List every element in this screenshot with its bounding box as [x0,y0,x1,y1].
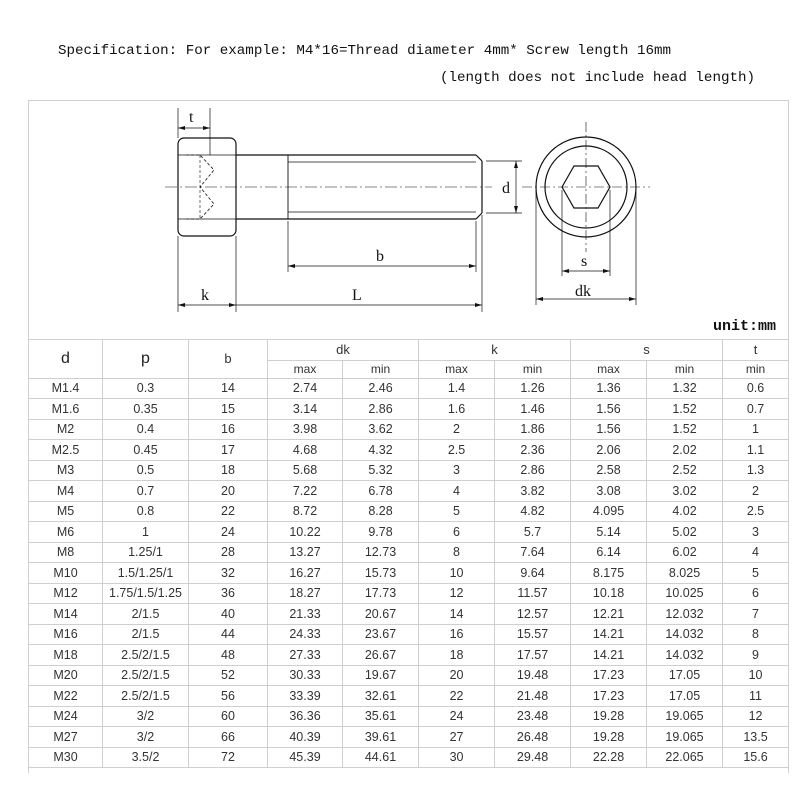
cell-d: M30 [29,747,103,768]
cell-t-min: 1.1 [723,440,789,461]
cell-d: M1.4 [29,378,103,399]
cell-p: 2.5/2/1.5 [103,665,189,686]
cell-p: 3/2 [103,727,189,748]
cell-s-max: 3.08 [571,481,647,502]
table-row [29,727,789,748]
cell-t-min: 10 [723,665,789,686]
subheader-s-min: min [647,360,723,378]
cell-k-max: 24 [419,706,495,727]
cell-b: 44 [189,624,268,645]
cell-t-min: 1.3 [723,460,789,481]
table-row [29,460,789,481]
subheader-t-min: min [723,360,789,378]
cell-dk-min: 35.61 [343,706,419,727]
cell-d: M4 [29,481,103,502]
cell-d: M24 [29,706,103,727]
cell-p: 2/1.5 [103,624,189,645]
cell-p: 0.4 [103,419,189,440]
table-row [29,542,789,563]
cell-s-min: 6.02 [647,542,723,563]
subheader-k-min: min [495,360,571,378]
cell-b: 52 [189,665,268,686]
cell-p: 0.8 [103,501,189,522]
cell-b: 17 [189,440,268,461]
cell-s-max: 10.18 [571,583,647,604]
label-b: b [376,248,384,265]
cell-t-min: 15.6 [723,747,789,768]
cell-k-min: 1.86 [495,419,571,440]
cell-k-min: 29.48 [495,747,571,768]
table-row [29,481,789,502]
cell-dk-min: 19.67 [343,665,419,686]
cell-k-max: 30 [419,747,495,768]
label-L: L [352,287,362,304]
cell-k-max: 18 [419,645,495,666]
cell-dk-min: 32.61 [343,686,419,707]
cell-s-max: 14.21 [571,624,647,645]
cell-p: 0.35 [103,399,189,420]
cell-b: 72 [189,747,268,768]
cell-d: M12 [29,583,103,604]
spec-line-1: Specification: For example: M4*16=Thread diameter 4mm* Screw length 16mm [58,43,671,59]
cell-b: 60 [189,706,268,727]
cell-dk-min: 23.67 [343,624,419,645]
header-k: k [419,340,571,361]
cell-k-max: 10 [419,563,495,584]
table-row [29,624,789,645]
header-d: d [29,340,103,379]
cell-p: 1 [103,522,189,543]
cell-p: 3/2 [103,706,189,727]
table-row [29,747,789,768]
cell-k-min: 15.57 [495,624,571,645]
cell-dk-max: 8.72 [268,501,343,522]
cell-s-min: 3.02 [647,481,723,502]
cell-k-max: 3 [419,460,495,481]
cell-p: 2.5/2/1.5 [103,645,189,666]
label-d: d [502,180,510,197]
screw-drawing [0,100,800,315]
table-row [29,686,789,707]
cell-t-min: 2 [723,481,789,502]
cell-dk-max: 40.39 [268,727,343,748]
table-row [29,563,789,584]
subheader-dk-min: min [343,360,419,378]
cell-s-max: 1.56 [571,419,647,440]
cell-s-min: 2.02 [647,440,723,461]
cell-k-max: 22 [419,686,495,707]
cell-s-max: 12.21 [571,604,647,625]
cell-k-min: 4.82 [495,501,571,522]
cell-dk-max: 33.39 [268,686,343,707]
cell-k-min: 26.48 [495,727,571,748]
cell-k-min: 12.57 [495,604,571,625]
cell-s-min: 12.032 [647,604,723,625]
cell-k-min: 2.86 [495,460,571,481]
cell-k-max: 14 [419,604,495,625]
cell-p: 0.5 [103,460,189,481]
subheader-k-max: max [419,360,495,378]
cell-dk-min: 39.61 [343,727,419,748]
cell-dk-min: 9.78 [343,522,419,543]
cell-k-max: 20 [419,665,495,686]
cell-dk-max: 21.33 [268,604,343,625]
cell-dk-max: 45.39 [268,747,343,768]
cell-k-min: 11.57 [495,583,571,604]
cell-dk-min: 5.32 [343,460,419,481]
cell-s-max: 1.36 [571,378,647,399]
cell-b: 18 [189,460,268,481]
cell-p: 0.7 [103,481,189,502]
cell-t-min: 6 [723,583,789,604]
table-row [29,399,789,420]
cell-k-max: 4 [419,481,495,502]
cell-d: M14 [29,604,103,625]
cell-dk-max: 3.14 [268,399,343,420]
cell-k-min: 1.26 [495,378,571,399]
cell-p: 1.5/1.25/1 [103,563,189,584]
cell-s-min: 10.025 [647,583,723,604]
cell-b: 40 [189,604,268,625]
cell-dk-max: 7.22 [268,481,343,502]
cell-b: 66 [189,727,268,748]
cell-dk-max: 30.33 [268,665,343,686]
label-t: t [189,109,194,126]
cell-d: M6 [29,522,103,543]
cell-dk-max: 16.27 [268,563,343,584]
cell-d: M22 [29,686,103,707]
cell-dk-max: 36.36 [268,706,343,727]
header-t: t [723,340,789,361]
cell-k-min: 7.64 [495,542,571,563]
cell-k-max: 2 [419,419,495,440]
cell-p: 0.3 [103,378,189,399]
cell-d: M2 [29,419,103,440]
cell-k-min: 19.48 [495,665,571,686]
cell-d: M1.6 [29,399,103,420]
cell-t-min: 13.5 [723,727,789,748]
cell-k-max: 1.6 [419,399,495,420]
cell-dk-max: 3.98 [268,419,343,440]
cell-d: M8 [29,542,103,563]
cell-p: 2.5/2/1.5 [103,686,189,707]
cell-s-min: 1.52 [647,419,723,440]
cell-s-max: 17.23 [571,665,647,686]
cell-d: M27 [29,727,103,748]
unit-label: unit:mm [712,318,776,335]
cell-dk-min: 8.28 [343,501,419,522]
cell-b: 56 [189,686,268,707]
cell-s-max: 6.14 [571,542,647,563]
cell-k-max: 5 [419,501,495,522]
cell-s-max: 19.28 [571,706,647,727]
cell-dk-max: 4.68 [268,440,343,461]
cell-s-min: 17.05 [647,665,723,686]
cell-s-max: 2.06 [571,440,647,461]
cell-s-min: 1.52 [647,399,723,420]
cell-b: 14 [189,378,268,399]
cell-t-min: 12 [723,706,789,727]
cell-k-min: 2.36 [495,440,571,461]
cell-b: 15 [189,399,268,420]
cell-t-min: 0.6 [723,378,789,399]
cell-k-max: 16 [419,624,495,645]
table-row [29,665,789,686]
spec-line-2: (length does not include head length) [440,70,756,86]
table-row [29,378,789,399]
cell-s-min: 2.52 [647,460,723,481]
table-row [29,440,789,461]
cell-k-min: 17.57 [495,645,571,666]
cell-k-max: 12 [419,583,495,604]
label-k: k [201,287,209,304]
cell-b: 16 [189,419,268,440]
cell-k-max: 8 [419,542,495,563]
cell-p: 1.25/1 [103,542,189,563]
cell-s-min: 17.05 [647,686,723,707]
header-b: b [189,340,268,379]
cell-dk-max: 24.33 [268,624,343,645]
cell-k-max: 1.4 [419,378,495,399]
cell-s-max: 2.58 [571,460,647,481]
cell-t-min: 9 [723,645,789,666]
cell-k-min: 23.48 [495,706,571,727]
cell-dk-min: 6.78 [343,481,419,502]
cell-b: 36 [189,583,268,604]
cell-dk-min: 12.73 [343,542,419,563]
header-s: s [571,340,723,361]
table-row [29,583,789,604]
cell-d: M2.5 [29,440,103,461]
cell-s-max: 14.21 [571,645,647,666]
cell-dk-min: 44.61 [343,747,419,768]
cell-s-min: 19.065 [647,706,723,727]
cell-dk-max: 5.68 [268,460,343,481]
cell-dk-max: 13.27 [268,542,343,563]
cell-d: M18 [29,645,103,666]
header-p: p [103,340,189,379]
cell-s-min: 14.032 [647,645,723,666]
header-dk: dk [268,340,419,361]
cell-s-min: 22.065 [647,747,723,768]
cell-t-min: 3 [723,522,789,543]
cell-dk-min: 26.67 [343,645,419,666]
cell-k-max: 2.5 [419,440,495,461]
table-row [29,604,789,625]
cell-t-min: 2.5 [723,501,789,522]
cell-dk-min: 3.62 [343,419,419,440]
cell-k-max: 6 [419,522,495,543]
cell-t-min: 5 [723,563,789,584]
cell-d: M20 [29,665,103,686]
cell-s-min: 8.025 [647,563,723,584]
cell-s-min: 1.32 [647,378,723,399]
cell-dk-min: 2.46 [343,378,419,399]
cell-p: 1.75/1.5/1.25 [103,583,189,604]
cell-s-min: 14.032 [647,624,723,645]
label-dk: dk [575,283,591,300]
cell-k-min: 21.48 [495,686,571,707]
cell-s-max: 8.175 [571,563,647,584]
cell-p: 0.45 [103,440,189,461]
label-s: s [581,253,588,270]
table-row [29,645,789,666]
cell-dk-min: 4.32 [343,440,419,461]
cell-k-min: 3.82 [495,481,571,502]
cell-s-max: 22.28 [571,747,647,768]
cell-dk-max: 18.27 [268,583,343,604]
cell-t-min: 8 [723,624,789,645]
cell-k-min: 5.7 [495,522,571,543]
cell-s-max: 1.56 [571,399,647,420]
cell-dk-max: 10.22 [268,522,343,543]
cell-dk-max: 2.74 [268,378,343,399]
table-row [29,522,789,543]
cell-p: 3.5/2 [103,747,189,768]
cell-s-max: 4.095 [571,501,647,522]
cell-s-min: 5.02 [647,522,723,543]
subheader-dk-max: max [268,360,343,378]
table-body [29,378,789,768]
cell-s-max: 17.23 [571,686,647,707]
cell-p: 2/1.5 [103,604,189,625]
cell-dk-min: 20.67 [343,604,419,625]
cell-b: 22 [189,501,268,522]
cell-t-min: 11 [723,686,789,707]
cell-dk-min: 2.86 [343,399,419,420]
cell-d: M16 [29,624,103,645]
cell-b: 32 [189,563,268,584]
cell-t-min: 7 [723,604,789,625]
cell-t-min: 0.7 [723,399,789,420]
cell-d: M10 [29,563,103,584]
table-row [29,419,789,440]
cell-k-max: 27 [419,727,495,748]
cell-d: M3 [29,460,103,481]
table-row [29,501,789,522]
cell-s-max: 19.28 [571,727,647,748]
cell-dk-min: 15.73 [343,563,419,584]
cell-b: 48 [189,645,268,666]
cell-dk-max: 27.33 [268,645,343,666]
cell-t-min: 4 [723,542,789,563]
cell-b: 24 [189,522,268,543]
cell-s-max: 5.14 [571,522,647,543]
cell-t-min: 1 [723,419,789,440]
table-row [29,706,789,727]
cell-dk-min: 17.73 [343,583,419,604]
cell-s-min: 19.065 [647,727,723,748]
spec-table [28,339,789,768]
subheader-s-max: max [571,360,647,378]
cell-d: M5 [29,501,103,522]
cell-b: 20 [189,481,268,502]
cell-k-min: 9.64 [495,563,571,584]
cell-b: 28 [189,542,268,563]
cell-k-min: 1.46 [495,399,571,420]
cell-s-min: 4.02 [647,501,723,522]
